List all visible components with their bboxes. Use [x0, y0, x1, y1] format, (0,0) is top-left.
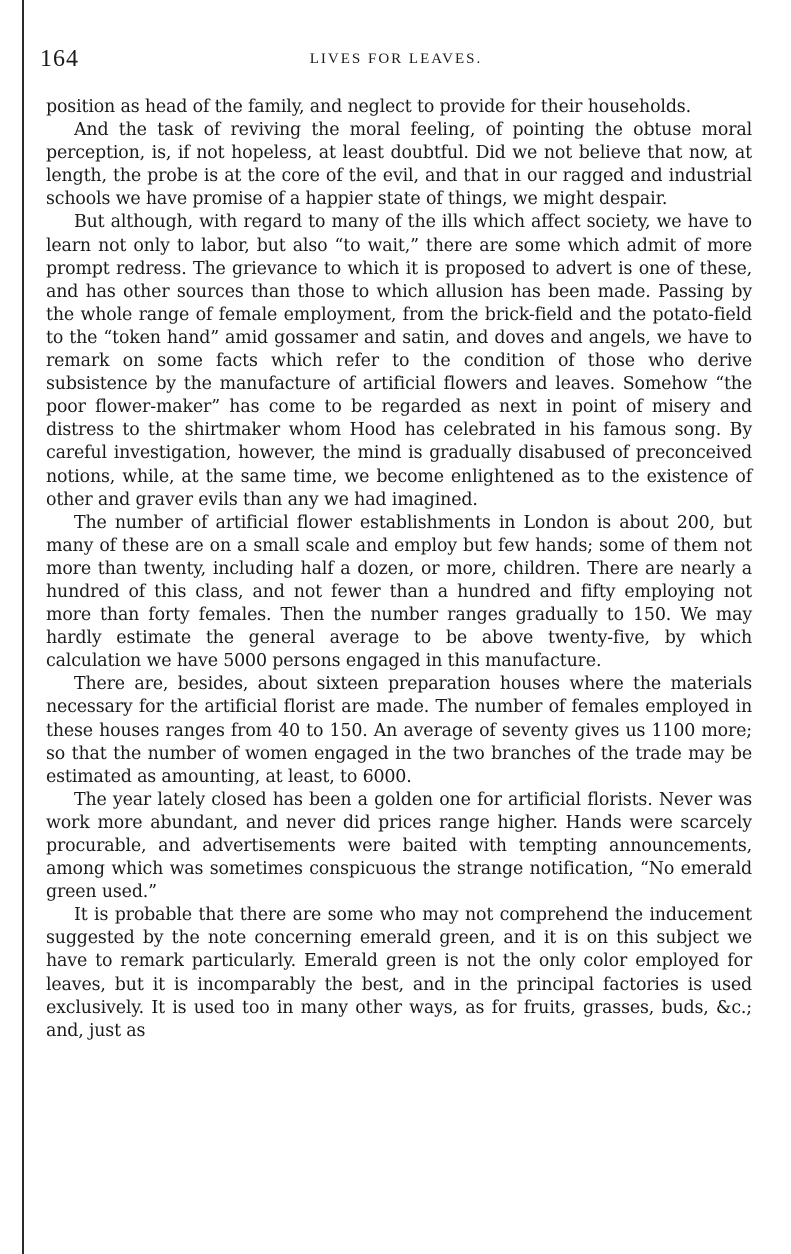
body-text — [46, 96, 752, 1043]
paragraph: And the task of reviving the moral feeling, of pointing the obtuse moral perception, is, if not hopeless, at least doubtful. Did we not believe that now, at length, the probe is at the core of the evil, and that in our ragged and industrial schools we have promise of a happier state of things, we might despair. — [46, 120, 752, 210]
paragraph-continuation: position as head of the family, and neglect to provide for their households. — [46, 97, 691, 117]
paragraph: There are, besides, about sixteen preparation houses where the materials necessary for the artificial florist are made. The number of females employed in these houses ranges from 40 to 150. An average of seventy gives us 1100 more; so that the number of women engaged in the two branches of the trade may be estimated as amounting, at least, to 6000. — [46, 674, 752, 787]
paragraph: It is probable that there are some who may not comprehend the inducement suggested by the note concerning emerald green, and it is on this subject we have to remark particularly. Emerald green is not the only color employed for leaves, but it is incomparably the best, and in the principal factories is used exclusively. It is used too in many other ways, as for fruits, grasses, buds, &c.; and, just as — [46, 905, 752, 1041]
paragraph: But although, with regard to many of the ills which affect society, we have to learn not only to labor, but also “to wait,” there are some which admit of more prompt redress. The grievance to which it is proposed to advert is one of these, and has other sources than those to which allusion has been made. Passing by the whole range of female employment, from the brick-field and the potato-field to the “token hand” amid gossamer and satin, and doves and angels, we have to remark on some facts which refer to the condition of those who derive subsistence by the manufacture of artificial flowers and leaves. Somehow “the poor flower-maker” has come to be regarded as next in point of misery and distress to the shirtmaker whom Hood has celebrated in his famous song. By careful investigation, however, the mind is gradually disabused of preconceived notions, while, at the same time, we become enlightened as to the existence of other and graver evils than any we had imagined. — [46, 212, 752, 510]
page-number: 164 — [40, 46, 79, 72]
paragraph: The year lately closed has been a golden one for artificial florists. Never was work more abundant, and never did prices range higher. Hands were scarcely procurable, and advertisements were baited with tempting announcements, among which was sometimes conspicuous the strange notification, “No emerald green used.” — [46, 789, 752, 903]
page-header — [40, 44, 752, 74]
running-title: LIVES FOR LEAVES. — [309, 51, 483, 67]
page-edge-rule — [22, 0, 24, 1254]
paragraph: The number of artificial flower establishments in London is about 200, but many of these are on a small scale and employ but few hands; some of them not more than twenty, including half a dozen, or more, children. There are nearly a hundred of this class, and not fewer than a hundred and fifty employing not more than forty females. Then the number ranges gradually to 150. We may hardly estimate the general average to be above twenty-five, by which calculation we have 5000 persons engaged in this manufacture. — [46, 512, 752, 672]
